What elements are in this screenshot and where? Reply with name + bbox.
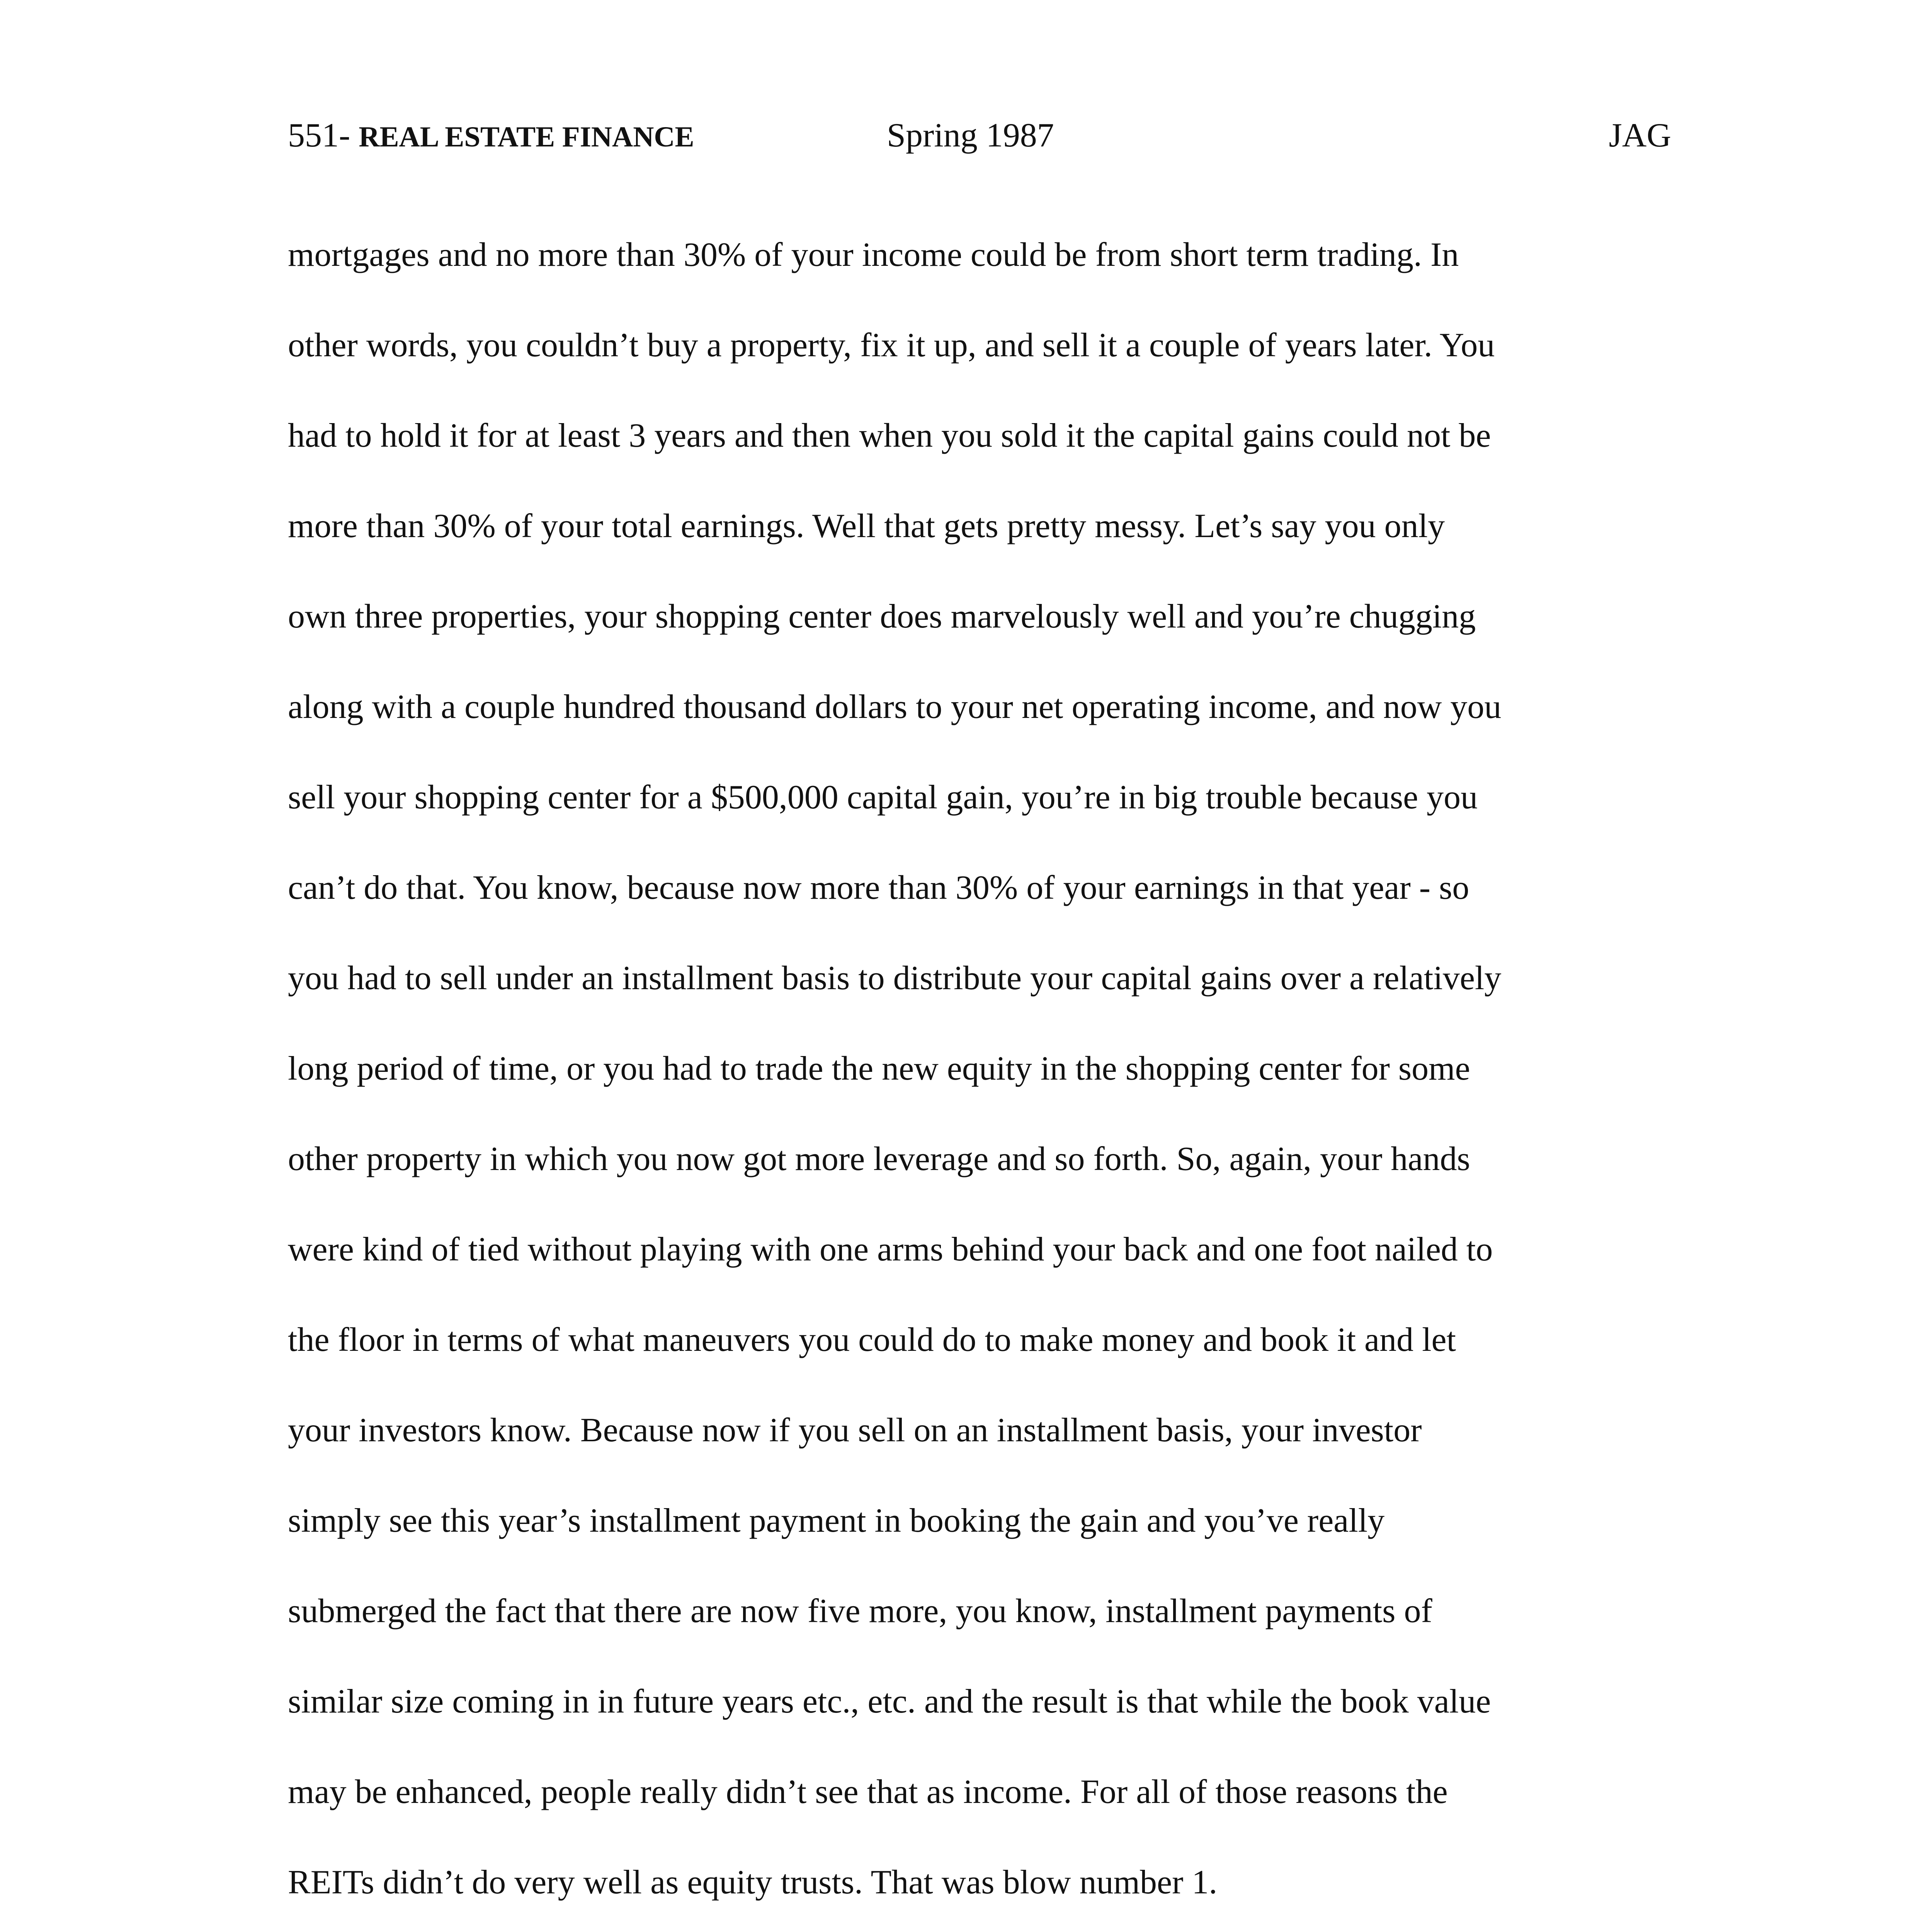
text-line: along with a couple hundred thousand dollars to your net operating income, and now you bbox=[288, 688, 1502, 726]
header-course-title: REAL ESTATE FINANCE bbox=[359, 121, 694, 153]
header-course bbox=[288, 116, 694, 155]
text-line: own three properties, your shopping center does marvelously well and you’re chugging bbox=[288, 598, 1476, 635]
header-initials: JAG bbox=[1609, 117, 1671, 154]
text-line: REITs didn’t do very well as equity trusts. That was blow number 1. bbox=[288, 1864, 1218, 1901]
body-text bbox=[288, 236, 1671, 1932]
header-term: Spring 1987 bbox=[887, 117, 1054, 154]
text-line: other words, you couldn’t buy a property, fix it up, and sell it a couple of years later. You bbox=[288, 327, 1495, 364]
text-line: your investors know. Because now if you sell on an installment basis, your investor bbox=[288, 1412, 1422, 1449]
text-line: mortgages and no more than 30% of your income could be from short term trading. In bbox=[288, 236, 1459, 274]
text-line: the floor in terms of what maneuvers you could do to make money and book it and let bbox=[288, 1321, 1456, 1359]
text-line: simply see this year’s installment payment in booking the gain and you’ve really bbox=[288, 1502, 1385, 1539]
header-course-number: 551- bbox=[288, 117, 359, 154]
text-line: more than 30% of your total earnings. Well that gets pretty messy. Let’s say you only bbox=[288, 507, 1445, 545]
text-line: similar size coming in in future years etc., etc. and the result is that while the book value bbox=[288, 1683, 1491, 1720]
page-header bbox=[288, 116, 1671, 162]
text-line: you had to sell under an installment basis to distribute your capital gains over a relatively bbox=[288, 959, 1502, 997]
text-line: sell your shopping center for a $500,000 capital gain, you’re in big trouble because you bbox=[288, 779, 1478, 816]
text-line: can’t do that. You know, because now more than 30% of your earnings in that year - so bbox=[288, 869, 1469, 906]
text-line: other property in which you now got more leverage and so forth. So, again, your hands bbox=[288, 1140, 1470, 1178]
text-line: were kind of tied without playing with one arms behind your back and one foot nailed to bbox=[288, 1231, 1493, 1268]
text-line: may be enhanced, people really didn’t see that as income. For all of those reasons the bbox=[288, 1773, 1448, 1811]
text-line: submerged the fact that there are now five more, you know, installment payments of bbox=[288, 1592, 1432, 1630]
text-line: long period of time, or you had to trade the new equity in the shopping center for some bbox=[288, 1050, 1470, 1087]
text-line: had to hold it for at least 3 years and then when you sold it the capital gains could not be bbox=[288, 417, 1491, 454]
